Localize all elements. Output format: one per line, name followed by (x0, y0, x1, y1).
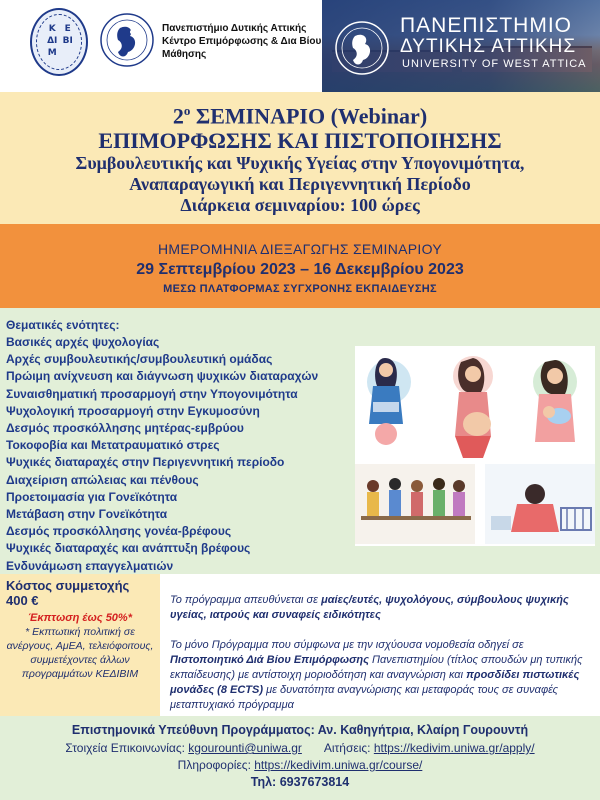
discount-policy: * Εκπτωτική πολιτική σε ανέργους, ΑμΕΑ, τελειόφοιτους, συμμετέχοντες άλλων προγραμμάτων ΚΕΔΙΒΙΜ (6, 626, 154, 680)
banner-title-line3: UNIVERSITY OF WEST ATTICA (402, 58, 587, 70)
platform-note: ΜΕΣΩ ΠΛΑΤΦΟΡΜΑΣ ΣΥΓΧΡΟΝΗΣ ΕΚΠΑΙΔΕΥΣΗΣ (163, 283, 437, 295)
list-item: Συναισθηματική προσαρμογή στην Υπογονιμότητα (6, 386, 298, 401)
list-item: Ψυχικές διαταραχές και ανάπτυξη βρέφους (6, 541, 251, 556)
banner-title-line2: ΔΥΤΙΚΗΣ ΑΤΤΙΚΗΣ (400, 36, 577, 57)
info-link[interactable]: https://kedivim.uniwa.gr/course/ (254, 758, 423, 772)
list-item: Μετάβαση στην Γονεϊκότητα (6, 507, 168, 522)
date-label: ΗΜΕΡΟΜΗΝΙΑ ΔΙΕΞΑΓΩΓΗΣ ΣΕΜΙΝΑΡΙΟΥ (158, 241, 442, 257)
list-item: Δεσμός προσκόλλησης γονέα-βρέφους (6, 524, 232, 539)
program-description (170, 593, 594, 713)
date-band (0, 224, 600, 308)
centre-name: Κέντρο Επιμόρφωσης & Δια Βίου Μάθησης (162, 36, 322, 60)
maternal-health-illustration-icon (355, 346, 595, 546)
topics-heading: Θεματικές ενότητες: (6, 318, 120, 332)
list-item: Ενδυνάμωση επαγγελματιών (6, 558, 174, 573)
kedivim-logo-icon: Κ Ε ΔΙ ΒΙ Μ (30, 8, 88, 76)
mother-baby-icon (533, 360, 577, 442)
topics-list (6, 317, 346, 575)
university-name: Πανεπιστήμιο Δυτικής Αττικής (162, 23, 307, 34)
program-responsible: Επιστημονικά Υπεύθυνη Προγράμματος: Αν. Καθηγήτρια, Κλαίρη Γουρουντή (71, 723, 529, 737)
list-item: Δεσμός προσκόλλησης μητέρας-εμβρύου (6, 421, 244, 436)
info-line: Πληροφορίες: https://kedivim.uniwa.gr/course/ (177, 758, 423, 772)
seminar-title-block (0, 92, 600, 224)
cost-discount: Έκπτωση έως 50%* (27, 612, 132, 624)
list-item: Ψυχικές διαταραχές στην Περιγεννητική περίοδο (6, 455, 285, 470)
list-item: Αρχές συμβουλευτικής/συμβουλευτική ομάδας (6, 352, 273, 367)
stressed-parent-crib-icon (485, 464, 595, 544)
footer (0, 716, 600, 800)
banner-title-line1: ΠΑΝΕΠΙΣΤΗΜΙΟ (400, 14, 572, 37)
apply-link[interactable]: https://kedivim.uniwa.gr/apply/ (373, 741, 535, 755)
description-audience: Το πρόγραμμα απευθύνεται σε μαίες/ευτές, ψυχολόγους, σύμβουλους ψυχικής υγείας, ιατρούς και συναφείς ειδικότητες (170, 594, 569, 621)
campus-banner (322, 0, 600, 92)
seminar-title-line3: Συμβουλευτικής και Ψυχικής Υγείας στην Υπογονιμότητα, (75, 153, 525, 174)
topics-section (0, 308, 600, 574)
seminar-title-line2: ΕΠΙΜΟΡΦΩΣΗΣ ΚΑΙ ΠΙΣΤΟΠΟΙΗΣΗΣ (98, 128, 502, 154)
description-certification: Το μόνο Πρόγραμμα που σύμφωνα με την ισχύουσα νομοθεσία οδηγεί σε Πιστοποιητικό Διά Βίου Επιμόρφωσης Πανεπιστημίου (τίτλος σπουδών μη τυπικής εκπαίδευσης) με αντίστοιχη μοριοδότηση και αναγνώριση και προσδίδει πιστωτικές μονάδες (8 ECTS) με δυνατότητα αναγνώρισης και μεταφοράς τους σε συναφές μεταπτυχιακό πρόγραμμα (170, 639, 583, 711)
list-item: Προετοιμασία για Γονεϊκότητα (6, 489, 178, 504)
list-item: Τοκοφοβία και Μετατραυματικό στρες (6, 438, 220, 453)
uniwa-seal-icon (334, 20, 390, 76)
list-item: Διαχείριση απώλειας και πένθους (6, 472, 199, 487)
support-group-icon (355, 464, 475, 544)
date-range: 29 Σεπτεμβρίου 2023 – 16 Δεκεμβρίου 2023 (136, 261, 464, 278)
header-institution-text (162, 22, 322, 61)
list-item: Ψυχολογική προσαρμογή στην Εγκυμοσύνη (6, 403, 260, 418)
contact-email-link[interactable]: kgourounti@uniwa.gr (188, 741, 302, 755)
uniwa-emblem-icon (98, 6, 156, 78)
cost-price: 400 € (6, 593, 39, 608)
contact-line: Στοιχεία Επικοινωνίας: kgourounti@uniwa.gr Αιτήσεις: https://kedivim.uniwa.gr/apply/ (65, 741, 535, 755)
header (0, 0, 600, 92)
cost-box (0, 574, 160, 716)
seminar-title-line1: $2^o$ ΣΕΜΙΝΑΡΙΟ (Webinar) (172, 103, 428, 129)
info-section (0, 574, 600, 716)
phone-number: Τηλ: 6937673814 (250, 775, 350, 789)
seminar-title-line4: Αναπαραγωγική και Περιγεννητική Περίοδο (129, 174, 471, 195)
seminar-duration: Διάρκεια σεμιναρίου: 100 ώρες (180, 195, 420, 216)
cost-title: Κόστος συμμετοχής (6, 578, 130, 593)
list-item: Πρώιμη ανίχνευση και διάγνωση ψυχικών διαταραχών (6, 369, 319, 384)
list-item: Βασικές αρχές ψυχολογίας (6, 335, 160, 349)
pregnant-woman-distress-icon (453, 356, 493, 458)
